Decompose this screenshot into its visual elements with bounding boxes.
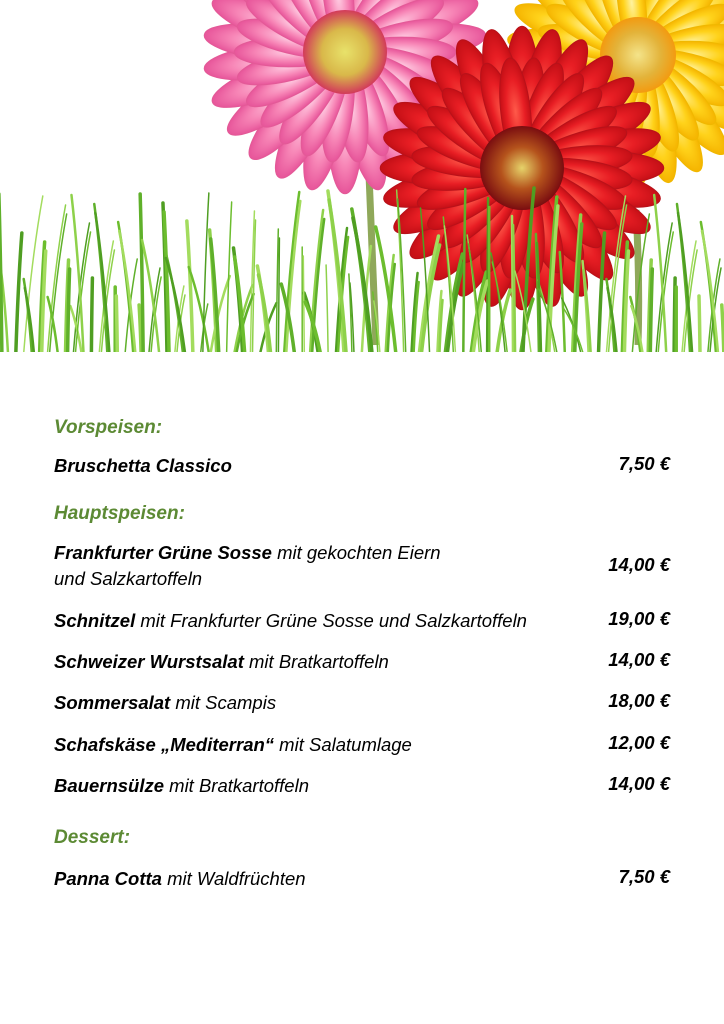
item-description: mit Salatumlage xyxy=(274,734,412,755)
item-price: 14,00 € xyxy=(608,773,670,794)
item-name: Panna Cotta xyxy=(54,868,162,889)
item-price: 7,50 € xyxy=(618,453,670,474)
item-name: Schweizer Wurstsalat xyxy=(54,651,244,672)
item-description: mit Frankfurter Grüne Sosse und Salzkartoffeln xyxy=(135,610,527,631)
item-description-line2: und Salzkartoffeln xyxy=(54,568,203,589)
section-heading-dessert: Dessert: xyxy=(54,827,131,848)
item-name: Sommersalat xyxy=(54,692,171,713)
item-name: Frankfurter Grüne Sosse xyxy=(54,542,272,563)
item-price: 19,00 € xyxy=(608,608,670,629)
item-name: Bruschetta Classico xyxy=(54,455,232,476)
item-description: mit Scampis xyxy=(170,692,277,713)
section-heading-hauptspeisen: Hauptspeisen: xyxy=(54,503,185,524)
item-price: 12,00 € xyxy=(608,732,670,753)
item-description: mit Bratkartoffeln xyxy=(243,651,389,672)
item-description: mit gekochten Eiern xyxy=(271,542,441,563)
item-description: mit Bratkartoffeln xyxy=(164,775,309,796)
item-price: 14,00 € xyxy=(608,649,670,670)
item-price: 7,50 € xyxy=(618,866,670,887)
item-name: Bauernsülze xyxy=(54,775,165,796)
item-price: 14,00 € xyxy=(608,554,670,575)
item-price: 18,00 € xyxy=(608,690,670,711)
item-name: Schnitzel xyxy=(54,610,136,631)
item-name: Schafskäse „Mediterran“ xyxy=(54,734,275,755)
item-description: mit Waldfrüchten xyxy=(161,868,306,889)
section-heading-vorspeisen: Vorspeisen: xyxy=(54,417,163,438)
